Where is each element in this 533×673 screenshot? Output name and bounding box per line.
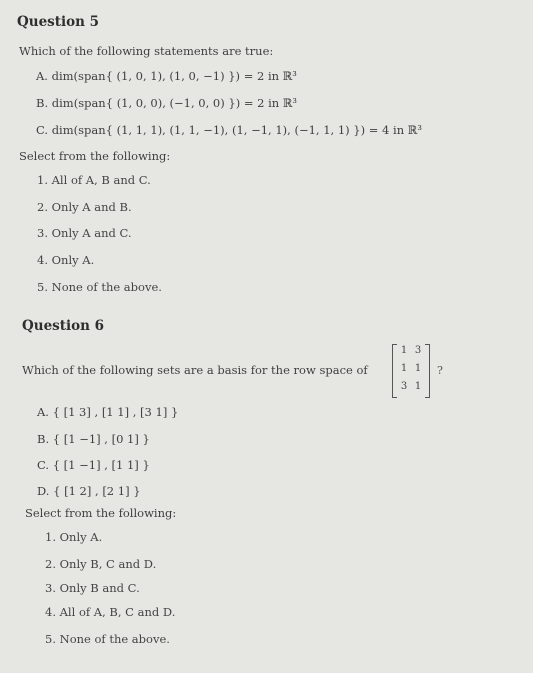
row-space-matrix: [392, 344, 430, 396]
matrix-cell: 1: [400, 345, 408, 356]
q5-option-4[interactable]: 4. Only A.: [37, 253, 95, 267]
q5-statement-b: B. dim(span{ (1, 0, 0), (−1, 0, 0) }) = 2 in ℝ³: [36, 96, 298, 110]
q6-option-5[interactable]: 5. None of the above.: [45, 632, 170, 646]
q6-select-label: Select from the following:: [25, 506, 177, 520]
matrix-right-bracket: [425, 344, 430, 398]
matrix-cell: 1: [414, 381, 422, 392]
q5-select-label: Select from the following:: [19, 149, 171, 163]
q6-option-3[interactable]: 3. Only B and C.: [45, 581, 140, 595]
q6-option-2[interactable]: 2. Only B, C and D.: [45, 557, 157, 571]
question-6-title: Question 6: [22, 318, 105, 334]
matrix-cell: 3: [414, 345, 422, 356]
q6-statement-a: A. { [1 3] , [1 1] , [3 1] }: [37, 405, 179, 419]
q5-option-1[interactable]: 1. All of A, B and C.: [37, 173, 151, 187]
q6-option-1[interactable]: 1. Only A.: [45, 530, 103, 544]
question-5-prompt: Which of the following statements are true:: [19, 44, 274, 58]
matrix-left-bracket: [392, 344, 397, 398]
q5-statement-c: C. dim(span{ (1, 1, 1), (1, 1, −1), (1, −1, 1), (−1, 1, 1) }) = 4 in ℝ³: [36, 123, 422, 137]
q5-option-5[interactable]: 5. None of the above.: [37, 280, 162, 294]
matrix-cell: 1: [414, 363, 422, 374]
question-6-prompt: Which of the following sets are a basis for the row space of: [22, 363, 368, 377]
q5-option-2[interactable]: 2. Only A and B.: [37, 200, 132, 214]
q5-statement-a: A. dim(span{ (1, 0, 1), (1, 0, −1) }) = 2 in ℝ³: [36, 69, 297, 83]
q6-statement-b: B. { [1 −1] , [0 1] }: [37, 432, 150, 446]
matrix-cell: 3: [400, 381, 408, 392]
q6-statement-d: D. { [1 2] , [2 1] }: [37, 484, 141, 498]
q6-option-4[interactable]: 4. All of A, B, C and D.: [45, 605, 176, 619]
question-mark: ?: [437, 364, 443, 377]
question-5-title: Question 5: [17, 14, 100, 30]
matrix-cell: 1: [400, 363, 408, 374]
q6-statement-c: C. { [1 −1] , [1 1] }: [37, 458, 150, 472]
q5-option-3[interactable]: 3. Only A and C.: [37, 226, 132, 240]
